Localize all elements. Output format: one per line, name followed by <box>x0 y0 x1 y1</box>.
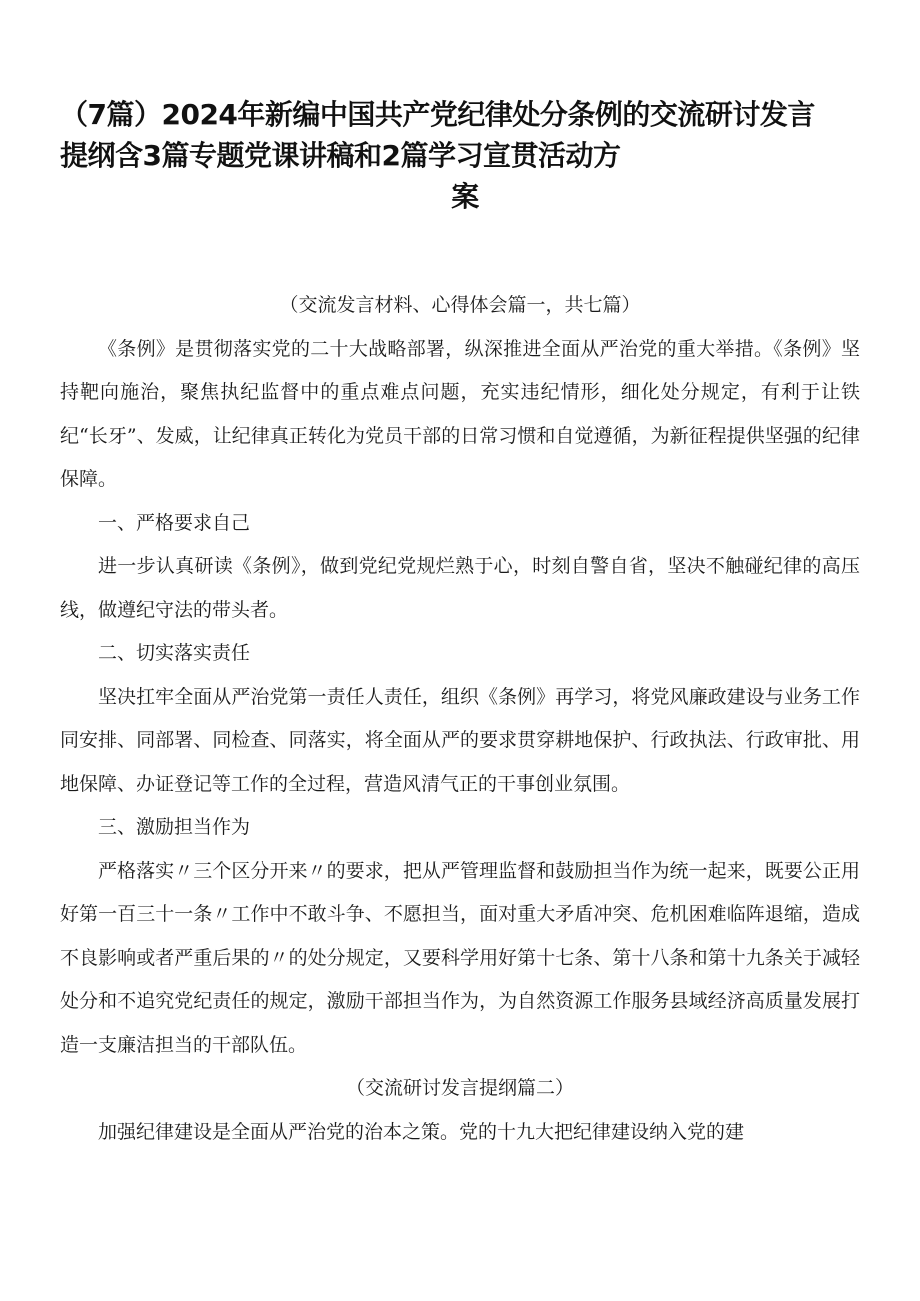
section-subtitle-2: （交流研讨发言提纲篇二） <box>345 1077 574 1099</box>
paragraph-4: 加强纪律建设是全面从严治党的治本之策。党的十九大把纪律建设纳入党的建 <box>98 1120 745 1143</box>
paragraph-2: 坚决扛牢全面从严治党第一责任人责任，组织《条例》再学习，将党风廉政建设与业务工作同安排、同部署、同检查、同落实，将全面从严的要求贯穿耕地保护、行政执法、行政审批、用地保障、办证登记等工作的全过程，营造风清气正的干事创业氛围。 <box>60 685 860 795</box>
paragraph-intro: 《条例》是贯彻落实党的二十大战略部署，纵深推进全面从严治党的重大举措。《条例》坚持靶向施治，聚焦执纪监督中的重点难点问题，充实违纪情形，细化处分规定，有利于让铁纪“长牙”、发威，让纪律真正转化为党员干部的日常习惯和自觉遵循，为新征程提供坚强的纪律保障。 <box>60 337 860 490</box>
heading-3: 三、激励担当作为 <box>98 816 251 838</box>
paragraph-3: 严格落实〃三个区分开来〃的要求，把从严管理监督和鼓励担当作为统一起来，既要公正用好第一百三十一条〃工作中不敢斗争、不愿担当，面对重大矛盾冲突、危机困难临阵退缩，造成不良影响或者严重后果的〃的处分规定，又要科学用好第十七条、第十八条和第十九条关于减轻处分和不追究党纪责任的规定，激励干部担当作为，为自然资源工作服务县域经济高质量发展打造一支廉洁担当的干部队伍。 <box>60 859 860 1056</box>
title-line-3: 案 <box>451 180 479 213</box>
paragraph-1: 进一步认真研读《条例》，做到党纪党规烂熟于心，时刻自警自省，坚决不触碰纪律的高压线，做遵纪守法的带头者。 <box>60 555 860 621</box>
heading-1: 一、严格要求自己 <box>98 511 251 534</box>
document-body <box>60 284 860 1154</box>
section-subtitle-1: （交流发言材料、心得体会篇一，共七篇） <box>279 294 641 316</box>
document-title <box>60 94 870 217</box>
title-line-1: （7篇）2024年新编中国共产党纪律处分条例的交流研讨发言 <box>60 98 815 131</box>
heading-2: 二、切实落实责任 <box>98 642 251 664</box>
title-line-2: 提纲含3篇专题党课讲稿和2篇学习宣贯活动方 <box>60 139 621 172</box>
